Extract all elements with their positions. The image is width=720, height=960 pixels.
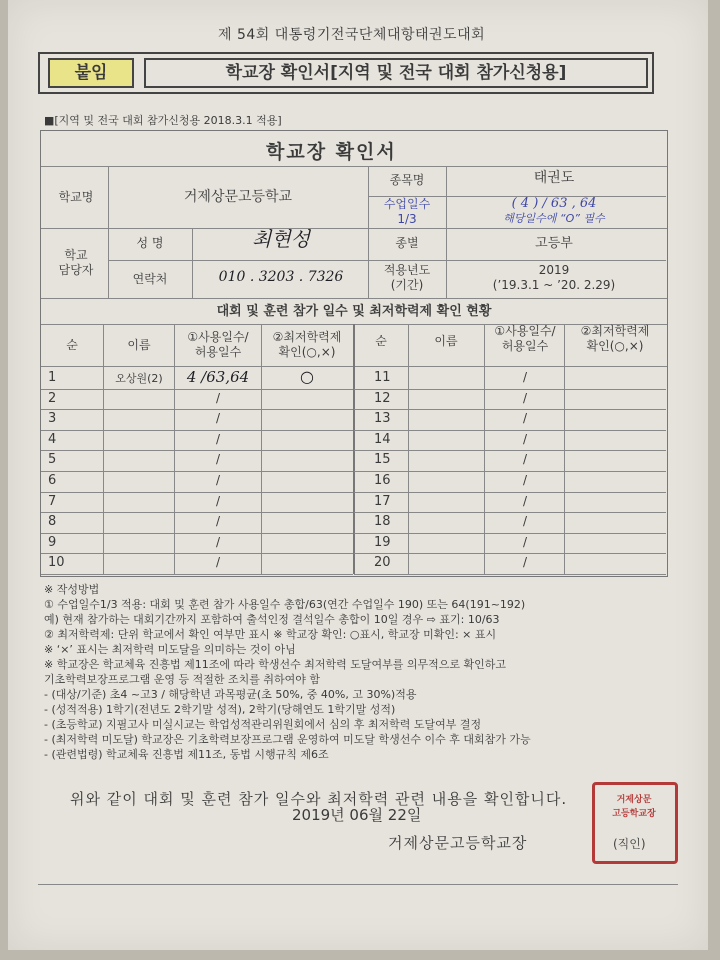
- name-label: 성 명: [136, 236, 164, 250]
- row-days: /: [522, 473, 528, 487]
- note-line: - (초등학교) 지필고사 미실시교는 학업성적관리위원회에서 심의 후 최저학력 도달여부 결정: [44, 718, 482, 731]
- row-days: /: [522, 370, 528, 384]
- note-line: - (최저학력 미도달) 학교장은 기초학력보장프로그램 운영하여 미도달 학생선수 이수 후 대회참가 가능: [44, 733, 531, 746]
- row-days: /: [522, 493, 528, 508]
- row-number: 4: [48, 431, 57, 447]
- bottom-divider: [38, 884, 678, 885]
- school-value: 거제상문고등학교: [183, 189, 293, 205]
- row-number: 20: [374, 555, 391, 571]
- row-number: 19: [374, 534, 391, 550]
- category-value: 고등부: [535, 236, 573, 251]
- school-label: 학교명: [58, 190, 94, 204]
- note-line: - (관련법령) 학교체육 진흥법 제11조, 동법 시행규칙 제6조: [44, 748, 329, 761]
- note-line: 예) 현재 참가하는 대회기간까지 포함하여 출석인정 결석일수 총합이 10일 경우 ⇨ 표기: 10/63: [44, 613, 500, 626]
- row-number: 11: [374, 370, 391, 385]
- form-title: 학교장 확인서: [266, 141, 397, 163]
- row-number: 14: [374, 431, 391, 447]
- confirmation-statement: 위와 같이 대회 및 훈련 참가 일수와 최저학력 관련 내용을 확인합니다.: [70, 790, 568, 808]
- year-label: 적용년도 (기간): [383, 263, 431, 292]
- row-check: ○: [300, 367, 314, 386]
- attachment-tag: 붙임: [48, 58, 134, 88]
- year-value: 2019 (’19.3.1 ~ ’20. 2.29): [492, 263, 616, 292]
- note-line: 기초학력보장프로그램 운영 등 적절한 조치를 취하여야 함: [44, 673, 321, 686]
- class-days-hint: 해당일수에 “O” 필수: [503, 212, 605, 225]
- row-number: 6: [48, 473, 57, 488]
- teacher-label: 학교 담당자: [58, 248, 94, 277]
- row-number: 9: [48, 534, 57, 550]
- note-line: ※ ‘×’ 표시는 최저학력 미도달을 의미하는 것이 아님: [44, 643, 296, 656]
- class-days-value: ( 4 ) / 63 , 64: [511, 196, 597, 211]
- row-number: 12: [374, 390, 391, 406]
- event-label: 종목명: [389, 173, 425, 187]
- col-name: 이름: [127, 338, 151, 352]
- principal-name: 거제상문고등학교장: [388, 834, 528, 852]
- applicability-notice: ■[지역 및 전국 대회 참가신청용 2018.3.1 적용]: [44, 114, 282, 127]
- row-days: /: [215, 431, 221, 446]
- name-value: 최현성: [252, 227, 310, 251]
- seal-label: (직인): [613, 837, 646, 851]
- row-days: /: [215, 411, 221, 426]
- row-days: /: [522, 431, 528, 446]
- row-days: /: [215, 452, 221, 467]
- col-acad-right: ②최저학력제 확인(○,×): [580, 324, 650, 353]
- note-line: ※ 작성방법: [44, 583, 100, 596]
- writing-instructions: [44, 582, 704, 762]
- col-days-right: ①사용일수/ 허용일수: [494, 324, 556, 353]
- col-no-right: 순: [375, 334, 387, 348]
- seal-glyphs: 거제상문 고등학교장: [612, 795, 656, 819]
- row-days: /: [522, 452, 528, 467]
- note-line: ① 수업일수1/3 적용: 대회 및 훈련 참가 사용일수 총합/63(연간 수업일수 190) 또는 64(191~192): [44, 598, 526, 611]
- note-line: ※ 학교장은 학교체육 진흥법 제11조에 따라 학생선수 최저학력 도달여부를 의무적으로 확인하고: [44, 658, 506, 671]
- row-days: /: [215, 555, 221, 570]
- row-number: 3: [48, 411, 57, 427]
- row-number: 16: [374, 473, 391, 488]
- row-days: /: [522, 514, 528, 529]
- row-number: 1: [48, 370, 57, 385]
- row-days: /: [522, 534, 528, 549]
- document-page: [8, 0, 708, 950]
- row-number: 8: [48, 514, 57, 530]
- row-days: /: [215, 473, 221, 487]
- class-days-label: 수업일수 1/3: [383, 197, 431, 226]
- row-number: 2: [48, 390, 57, 406]
- row-days: /: [522, 411, 528, 426]
- row-number: 13: [374, 411, 391, 427]
- row-days: /: [522, 555, 528, 570]
- row-days: 4 /63,64: [186, 368, 250, 386]
- contact-label: 연락처: [132, 272, 168, 286]
- event-title: 제 54회 대통령기전국단체대항태권도대회: [218, 27, 486, 43]
- row-number: 15: [374, 452, 391, 468]
- row-number: 17: [374, 493, 391, 509]
- row-name: 오상원(2): [115, 372, 163, 385]
- row-number: 18: [374, 514, 391, 530]
- row-days: /: [215, 493, 221, 508]
- col-acad: ②최저학력제 확인(○,×): [272, 330, 342, 359]
- heading-bar: [38, 52, 654, 94]
- note-line: ② 최저학력제: 단위 학교에서 확인 여부만 표시 ※ 학교장 확인: ○표시, 학교장 미확인: × 표시: [44, 628, 497, 641]
- col-days: ①사용일수/ 허용일수: [187, 330, 249, 359]
- table-title: 대회 및 훈련 참가 일수 및 최저학력제 확인 현황: [216, 304, 492, 319]
- row-days: /: [215, 514, 221, 529]
- official-seal: [592, 782, 678, 864]
- issue-date: 2019년 06월 22일: [292, 806, 422, 824]
- category-label: 종별: [395, 236, 419, 250]
- row-number: 5: [48, 452, 57, 468]
- contact-value: 010 . 3203 . 7326: [218, 269, 344, 285]
- note-line: - (대상/기준) 초4 ~고3 / 해당학년 과목평균(초 50%, 중 40%, 고 30%)적용: [44, 688, 417, 701]
- row-days: /: [215, 534, 221, 549]
- note-line: - (성적적용) 1학기(전년도 2학기말 성적), 2학기(당해연도 1학기말 성적): [44, 703, 396, 716]
- event-value: 태권도: [533, 170, 575, 186]
- row-number: 7: [48, 493, 57, 509]
- col-name-right: 이름: [434, 334, 458, 348]
- row-number: 10: [48, 555, 65, 571]
- row-days: /: [215, 390, 221, 405]
- document-heading: 학교장 확인서[지역 및 전국 대회 참가신청용]: [144, 58, 648, 88]
- row-days: /: [522, 390, 528, 405]
- col-no: 순: [66, 338, 78, 352]
